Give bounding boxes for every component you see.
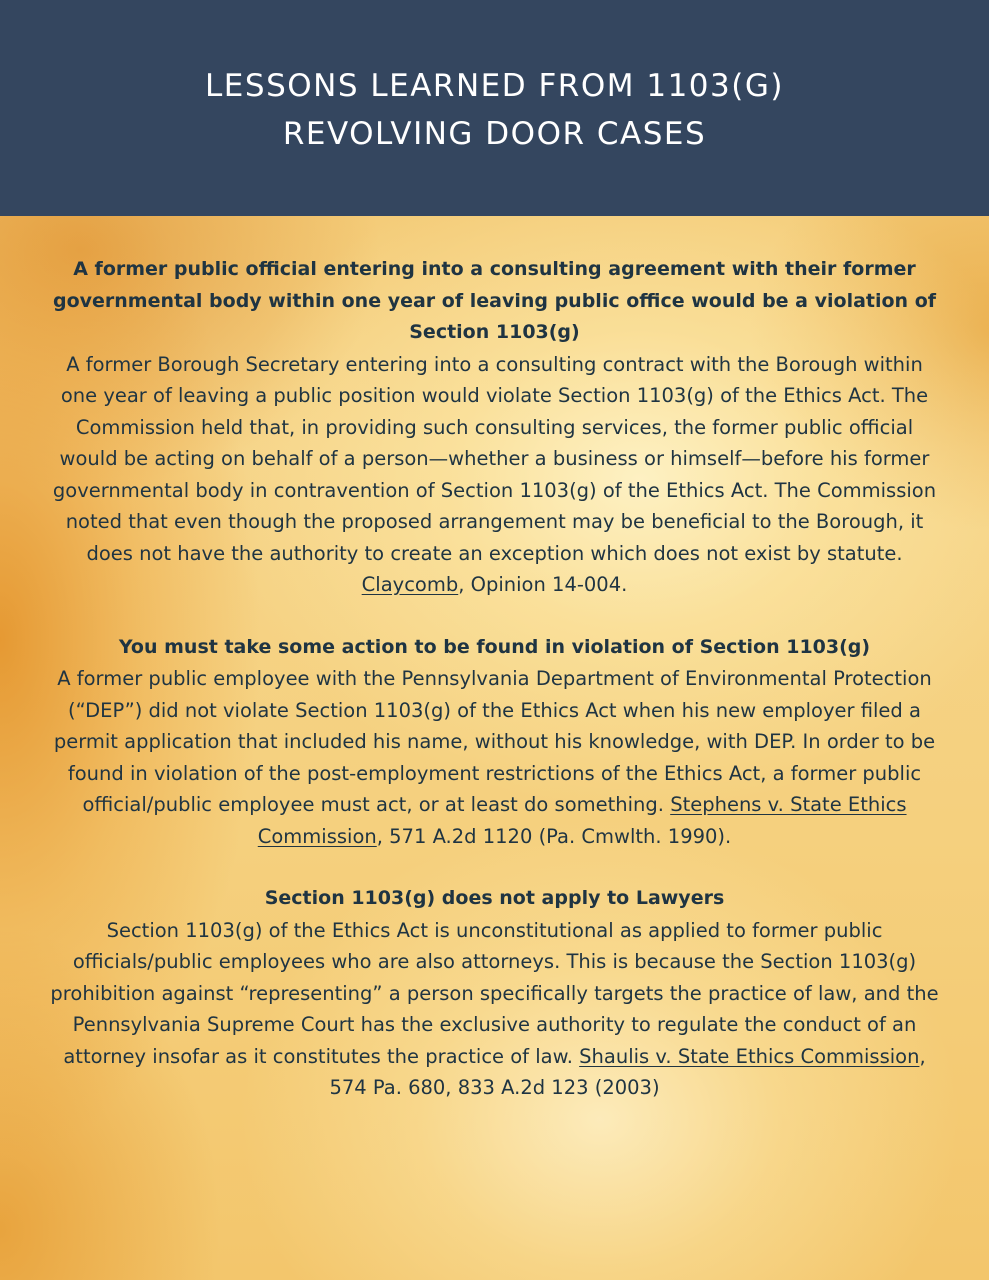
section-consulting-agreement [50,254,939,601]
page-title-line-1: LESSONS LEARNED FROM 1103(G) [205,68,784,104]
case-citation-link[interactable]: Shaulis v. State Ethics Commission [579,1044,920,1068]
citation-suffix: , 571 A.2d 1120 (Pa. Cmwlth. 1990). [376,824,732,848]
section-body [50,663,939,852]
citation-suffix: , Opinion 14-004. [458,573,628,596]
page-title-line-2: REVOLVING DOOR CASES [282,116,707,152]
main-content [50,254,939,1135]
section-body [50,915,939,1104]
section-heading: You must take some action to be found in violation of Section 1103(g) [118,635,871,658]
section-body-text: Section 1103(g) of the Ethics Act is unconstitutional as applied to former public officials/public employees who are also attorneys. This is because the Section 1103(g) prohibition against “representing” a person specifically targets the practice of law, and the Pennsylvania Supreme Court has the exclusive authority to regulate the conduct of an attorney insofar as it constitutes the practice of law. [50,918,939,1068]
section-heading: Section 1103(g) does not apply to Lawyers [264,887,725,909]
section-body [50,349,939,601]
case-citation-link[interactable]: Claycomb [361,573,459,596]
section-take-action [50,632,939,853]
section-heading: A former public official entering into a consulting agreement with their former governmental body within one year of leaving public office would be a violation of Section 1103(g) [52,258,937,343]
page-title [205,58,784,158]
section-body-text: A former Borough Secretary entering into a consulting contract with the Borough within one year of leaving a public position would violate Section 1103(g) of the Ethics Act. The Commission held that, in providing such consulting services, the former public official would be acting on behalf of a person—whether a business or himself—before his former governmental body in contravention of Section 1103(g) of the Ethics Act. The Commission noted that even though the proposed arrangement may be beneficial to the Borough, it does not have the authority to create an exception which does not exist by statute. [52,352,937,565]
page-header [0,0,989,216]
citation-suffix: , 574 Pa. 680, 833 A.2d 123 (2003) [329,1044,926,1099]
case-citation-link[interactable]: Stephens v. State Ethics Commission [257,793,907,848]
section-body-text: A former public employee with the Pennsylvania Department of Environmental Protection (“DEP”) did not violate Section 1103(g) of the Ethics Act when his new employer filed a permit application that included his name, without his knowledge, with DEP. In order to be found in violation of the post-employment restrictions of the Ethics Act, a former public official/public employee must act, or at least do something. [53,667,936,816]
section-lawyers [50,883,939,1104]
